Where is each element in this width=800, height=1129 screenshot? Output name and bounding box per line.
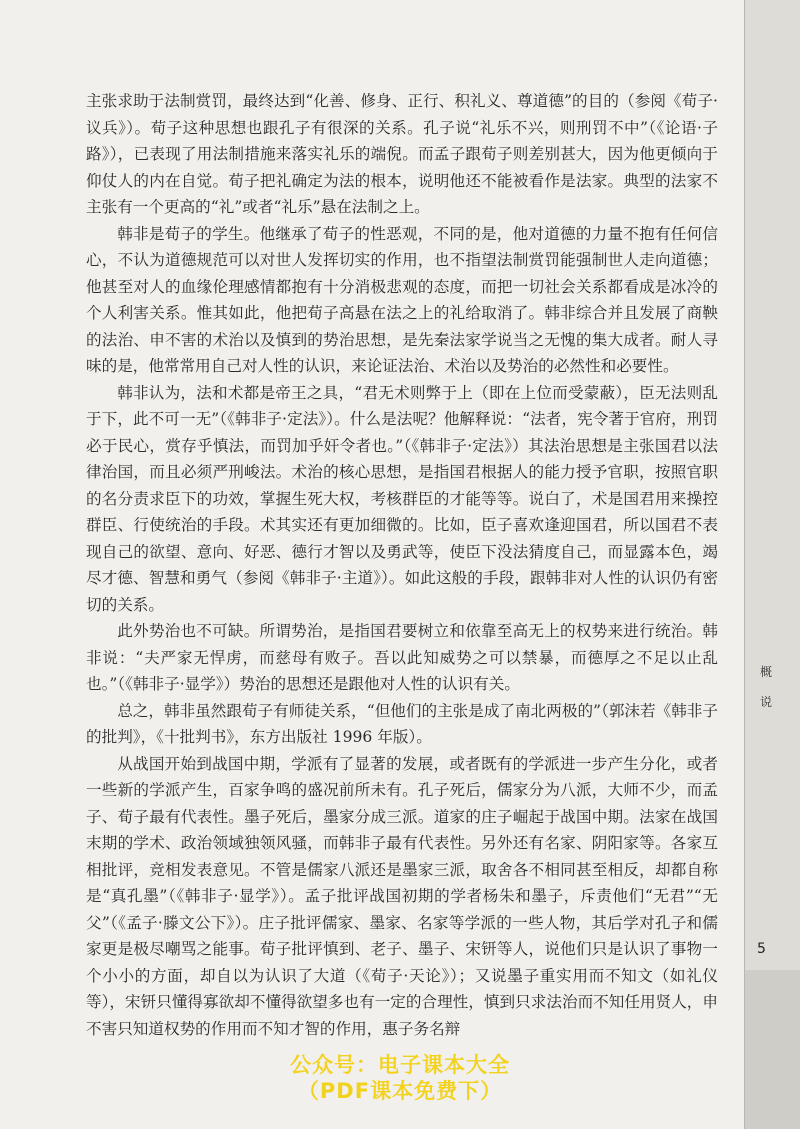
- watermark: [0, 1052, 800, 1104]
- margin-divider: [744, 0, 745, 1129]
- side-label-char: 说: [759, 695, 772, 709]
- paragraph-2: 韩非是荀子的学生。他继承了荀子的性恶观，不同的是，他对道德的力量不抱有任何信心，不认为道德规范可以对世人发挥切实的作用，也不指望法制赏罚能强制世人走向道德；他甚至对人的血缘伦理感情都抱有十分消极悲观的态度，而把一切社会关系都看成是冰冷的个人利害关系。惟其如此，他把荀子高悬在法之上的礼给取消了。韩非综合并且发展了商鞅的法治、申不害的术治以及慎到的势治思想，是先秦法家学说当之无愧的集大成者。耐人寻味的是，他常常用自己对人性的认识，来论证法治、术治以及势治的必然性和必要性。: [86, 224, 718, 375]
- watermark-line-1: 公众号：电子课本大全: [290, 1053, 510, 1077]
- section-side-label: [756, 657, 776, 717]
- watermark-line-2: （PDF课本免费下）: [297, 1079, 503, 1103]
- paragraph-3: 韩非认为，法和术都是帝王之具，“君无术则弊于上（即在上位而受蒙蔽），臣无法则乱于下，此不可一无”（《韩非子·定法》）。什么是法呢？他解释说：“法者，宪令著于官府，刑罚必于民心，赏存乎慎法，而罚加乎奸令者也。”（《韩非子·定法》）其法治思想是主张国君以法律治国，而且必须严刑峻法。术治的核心思想，是指国君根据人的能力授予官职，按照官职的名分责求臣下的功效，掌握生死大权，考核群臣的才能等等。说白了，术是国君用来操控群臣、行使统治的手段。术其实还有更加细微的。比如，臣子喜欢逢迎国君，所以国君不表现自己的欲望、意向、好恶、德行才智以及勇武等，使臣下没法猜度自己，而显露本色，竭尽才德、智慧和勇气（参阅《韩非子·主道》）。如此这般的手段，跟韩非对人性的认识仍有密切的关系。: [86, 383, 718, 614]
- margin-shade: [744, 970, 800, 1129]
- page-number: 5: [757, 941, 766, 957]
- paragraph-4: 此外势治也不可缺。所谓势治，是指国君要树立和依靠至高无上的权势来进行统治。韩非说：“夫严家无悍虏，而慈母有败子。吾以此知威势之可以禁暴，而德厚之不足以止乱也。”（《韩非子·显学》）势治的思想还是跟他对人性的认识有关。: [86, 622, 718, 693]
- paragraph-5: 总之，韩非虽然跟荀子有师徒关系，“但他们的主张是成了南北两极的”（郭沫若《韩非子的批判》，《十批判书》，东方出版社 1996 年版）。: [86, 701, 718, 746]
- paragraph-6: 从战国开始到战国中期，学派有了显著的发展，或者既有的学派进一步产生分化，或者一些新的学派产生，百家争鸣的盛况前所未有。孔子死后，儒家分为八派，大师不少，而孟子、荀子最有代表性。墨子死后，墨家分成三派。道家的庄子崛起于战国中期。法家在战国末期的学术、政治领域独领风骚，而韩非子最有代表性。另外还有名家、阴阳家等。各家互相批评，竞相发表意见。不管是儒家八派还是墨家三派，取舍各不相同甚至相反，却都自称是“真孔墨”（《韩非子·显学》）。孟子批评战国初期的学者杨朱和墨子，斥责他们“无君”“无父”（《孟子·滕文公下》）。庄子批评儒家、墨家、名家等学派的一些人物，其后学对孔子和儒家更是极尽嘲骂之能事。荀子批评慎到、老子、墨子、宋钘等人，说他们只是认识了事物一个小小的方面，却自以为认识了大道（《荀子·天论》）；又说墨子重实用而不知文（如礼仪等），宋钘只懂得寡欲却不懂得欲望多也有一定的合理性，慎到只求法治而不知任用贤人，申不害只知道权势的作用而不知才智的作用，惠子务名辩: [86, 754, 718, 1038]
- paragraph-1: 主张求助于法制赏罚，最终达到“化善、修身、正行、积礼义、尊道德”的目的（参阅《荀子·议兵》）。荀子这种思想也跟孔子有很深的关系。孔子说“礼乐不兴，则刑罚不中”（《论语·子路》），已表现了用法制措施来落实礼乐的端倪。而孟子跟荀子则差别甚大，因为他更倾向于仰仗人的内在自觉。荀子把礼确定为法的根本，说明他还不能被看作是法家。典型的法家不主张有一个更高的“礼”或者“礼乐”悬在法制之上。: [86, 92, 718, 216]
- side-label-char: 概: [759, 665, 772, 679]
- body-text: [86, 88, 718, 1042]
- right-margin-strip: [744, 0, 800, 1129]
